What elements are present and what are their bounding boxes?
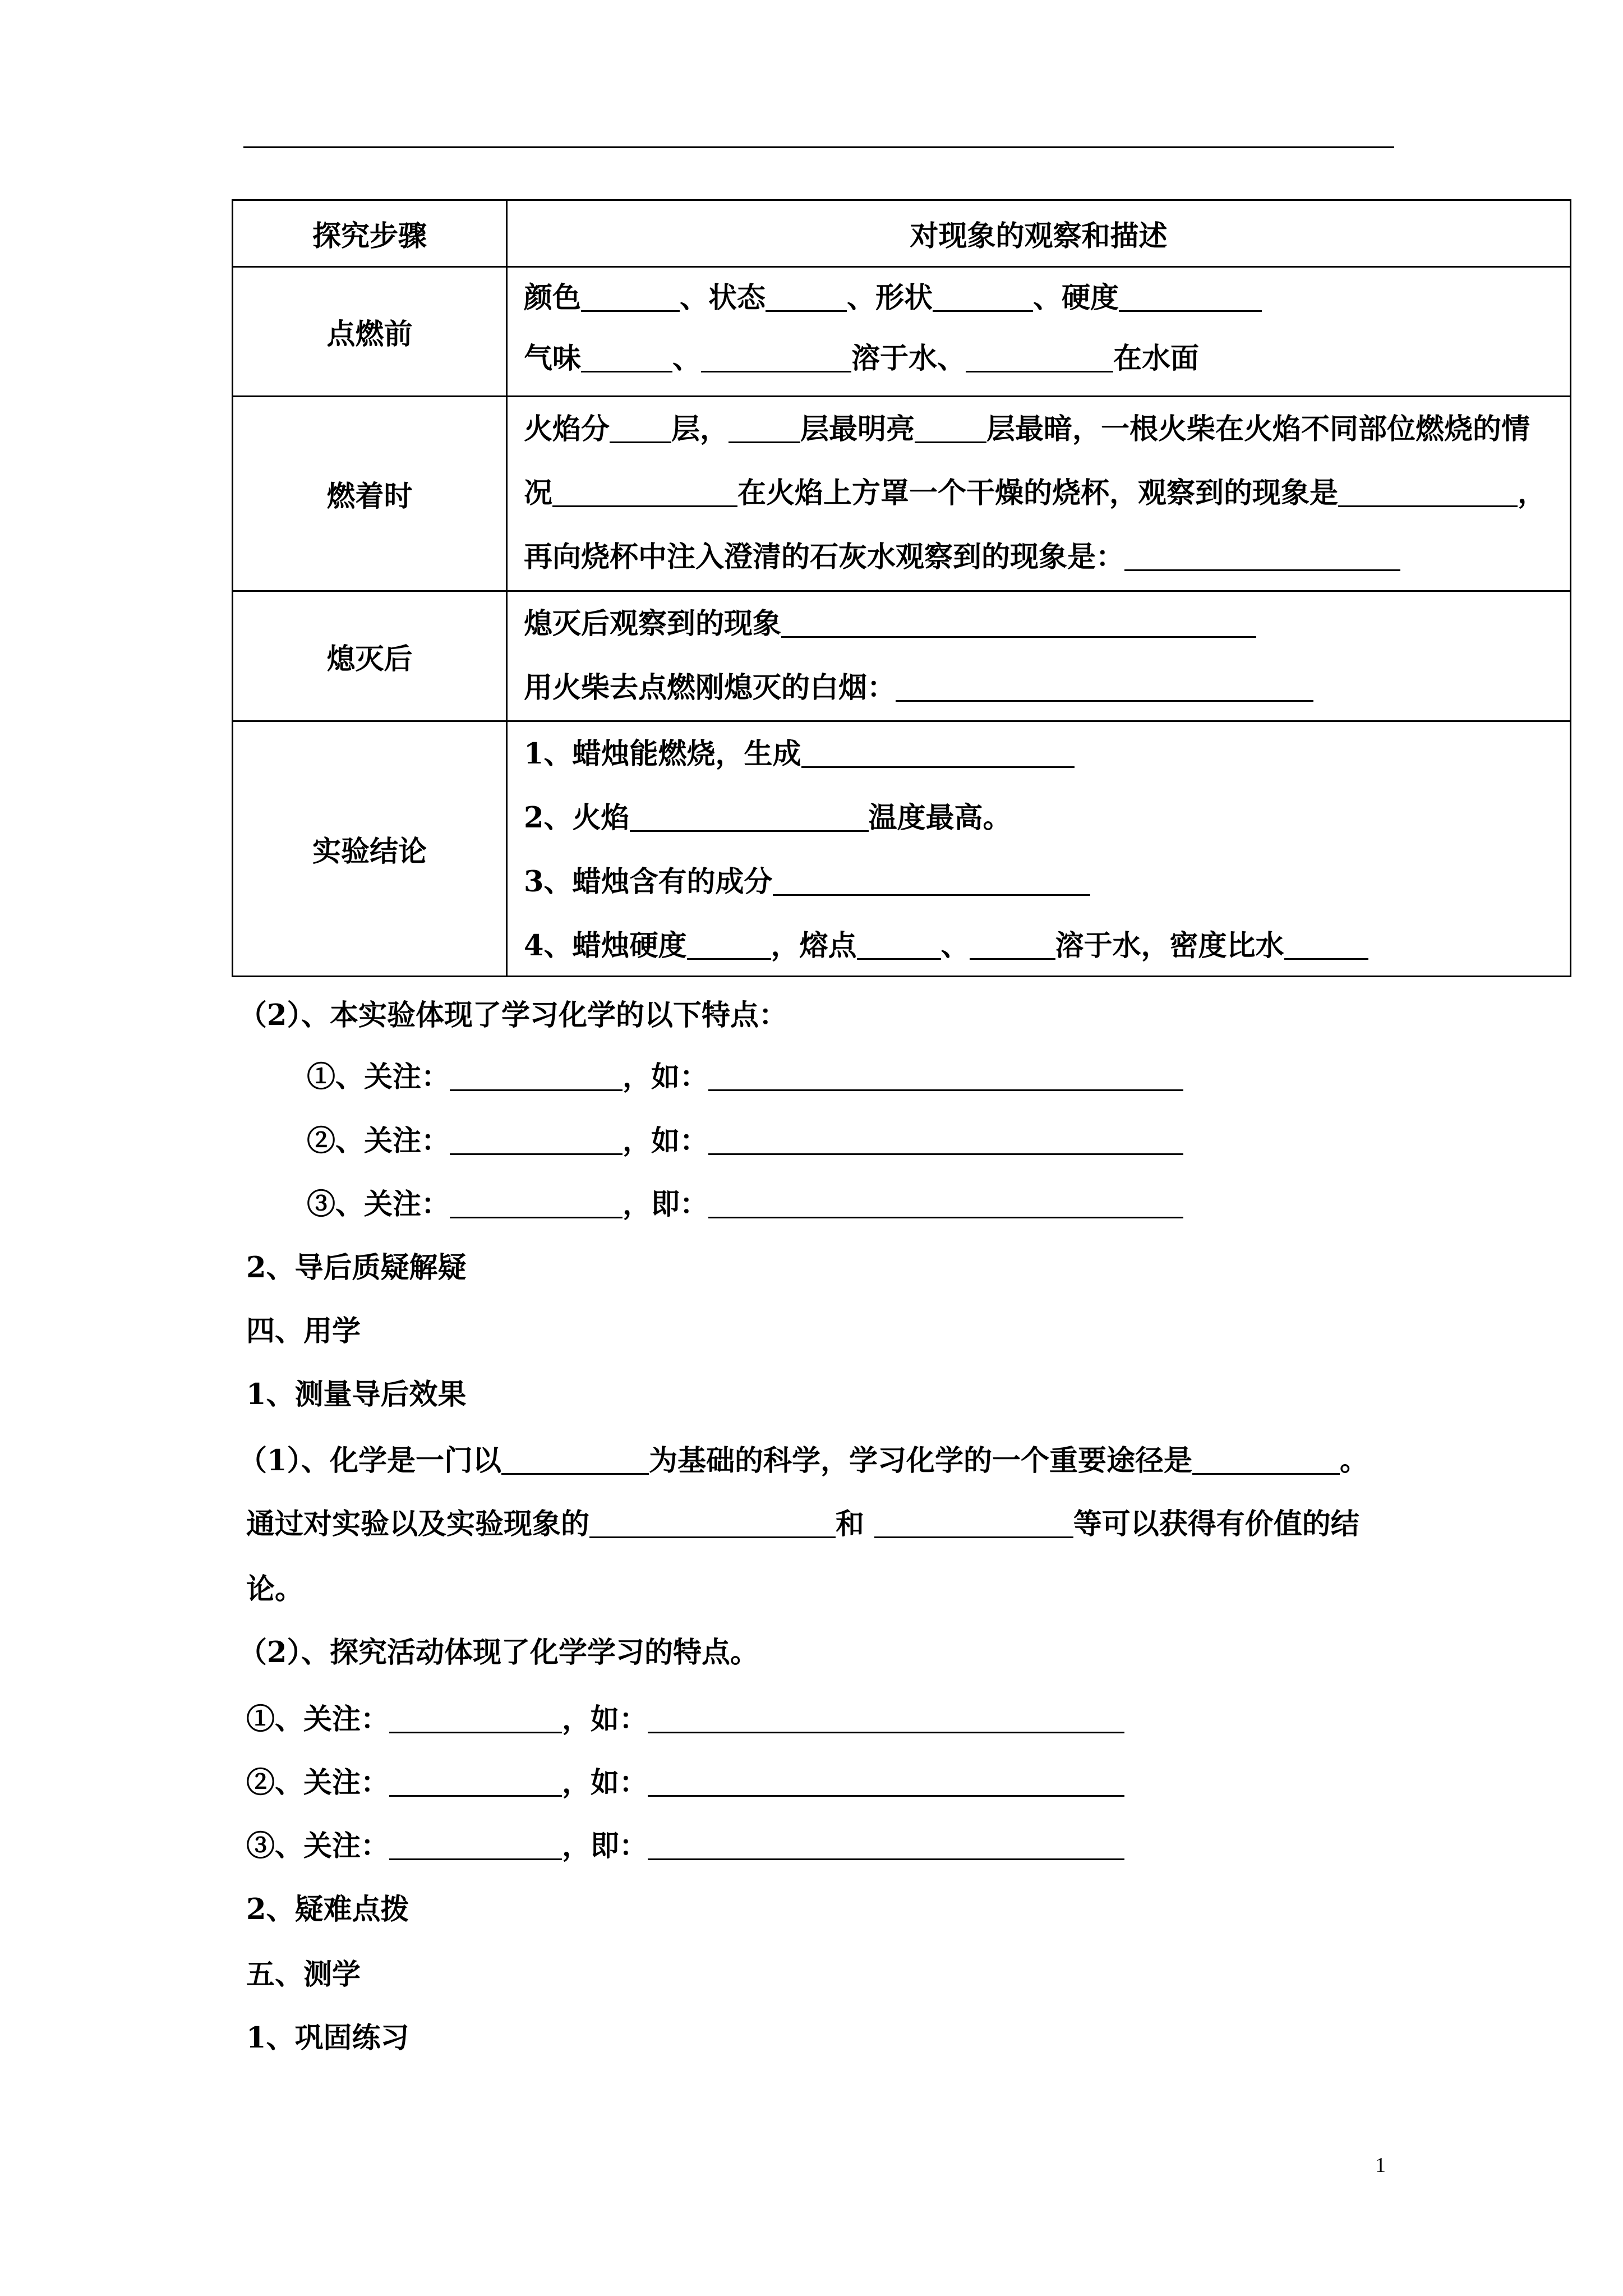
practice-heading: 1、巩固练习 xyxy=(246,2021,409,2055)
answer-blank xyxy=(450,1131,623,1155)
observation-line xyxy=(524,397,1570,461)
line-text: 颜色 xyxy=(524,281,582,315)
answer-blank xyxy=(766,288,847,312)
features-intro: （2）、本实验体现了学习化学的以下特点： xyxy=(238,999,787,1032)
header-observation-cell xyxy=(508,201,1570,266)
question-line xyxy=(246,1492,1359,1556)
answer-blank xyxy=(874,1514,1073,1538)
feature-connector: ，如： xyxy=(562,1703,648,1736)
feature-label: ②、关注： xyxy=(246,1766,390,1800)
answer-blank xyxy=(708,1131,1183,1155)
feature-item xyxy=(307,1109,1183,1173)
answer-blank xyxy=(589,1514,836,1538)
table-row xyxy=(233,395,1570,590)
measure-heading: 1、测量导后效果 xyxy=(246,1378,467,1411)
answer-blank xyxy=(701,348,851,372)
answer-blank xyxy=(610,419,671,443)
line-text: 火焰分 xyxy=(524,412,610,446)
answer-blank xyxy=(708,1067,1183,1091)
answer-blank xyxy=(896,678,1313,702)
feature-item xyxy=(307,1172,1183,1236)
line-text: 再向烧杯中注入澄清的石灰水观察到的现象是： xyxy=(524,540,1125,574)
line-text: 用火柴去点燃刚熄灭的白烟： xyxy=(524,671,896,705)
observation-cell xyxy=(508,397,1570,590)
observation-line xyxy=(524,722,1570,786)
answer-blank xyxy=(966,348,1113,372)
answer-blank xyxy=(781,614,1256,638)
answer-blank xyxy=(687,936,771,960)
line-text: 、 xyxy=(672,342,702,375)
answer-blank xyxy=(933,288,1033,312)
line-text: ，熔点 xyxy=(771,929,857,963)
answer-blank xyxy=(630,808,869,832)
answer-blank xyxy=(648,1773,1124,1797)
table-row xyxy=(233,590,1570,720)
post-guide-heading: 2、导后质疑解疑 xyxy=(246,1251,467,1285)
line-text: 、 xyxy=(940,929,970,963)
question-line xyxy=(238,1429,1368,1493)
question-line: 论。 xyxy=(246,1572,304,1606)
feature-label: ③、关注： xyxy=(307,1188,450,1221)
feature-connector: ，如： xyxy=(623,1124,709,1158)
answer-blank xyxy=(648,1836,1124,1860)
feature-connector: ，即： xyxy=(562,1829,648,1863)
answer-blank xyxy=(581,348,672,372)
step-cell xyxy=(233,268,508,395)
q2-intro: （2）、探究活动体现了化学学习的特点。 xyxy=(238,1636,759,1669)
answer-blank xyxy=(801,744,1075,768)
section-four-title: 四、用学 xyxy=(246,1314,361,1348)
step-cell xyxy=(233,592,508,720)
observation-line xyxy=(524,328,1570,389)
line-text: 熄灭后观察到的现象 xyxy=(524,607,782,641)
line-text: 、形状 xyxy=(847,281,933,315)
feature-item xyxy=(307,1045,1183,1109)
line-text: 和 xyxy=(836,1507,874,1541)
line-text: 温度最高。 xyxy=(868,801,1012,835)
experiment-table xyxy=(232,199,1571,977)
line-text: ， xyxy=(1518,476,1547,510)
observation-line xyxy=(524,525,1570,589)
answer-blank xyxy=(1124,547,1400,571)
table-row xyxy=(233,720,1570,976)
line-text: 2、火焰 xyxy=(524,801,630,835)
feature-connector: ，如： xyxy=(562,1766,648,1800)
line-text: 为基础的科学，学习化学的一个重要途径是 xyxy=(649,1444,1193,1478)
line-text: 层最明亮 xyxy=(800,412,915,446)
section-five-title: 五、测学 xyxy=(246,1958,361,1991)
answer-blank xyxy=(708,1194,1183,1218)
table-header-row xyxy=(233,201,1570,266)
line-text: 、状态 xyxy=(680,281,766,315)
answer-blank xyxy=(773,872,1090,896)
feature-label: ①、关注： xyxy=(307,1060,450,1094)
table-row xyxy=(233,266,1570,395)
line-text: 在火焰上方罩一个干燥的烧杯，观察到的现象是 xyxy=(737,476,1339,510)
step-label: 熄灭后 xyxy=(326,642,413,676)
answer-blank xyxy=(728,419,800,443)
observation-line xyxy=(524,461,1570,525)
feature-item xyxy=(246,1687,1124,1751)
observation-line xyxy=(524,592,1570,656)
column-header-observation: 对现象的观察和描述 xyxy=(910,219,1168,253)
feature-connector: ，即： xyxy=(623,1188,709,1221)
header-rule xyxy=(243,146,1394,148)
line-text: 层最暗，一根火柴在火焰不同部位燃烧的情 xyxy=(986,412,1530,446)
observation-line xyxy=(524,268,1570,328)
answer-blank xyxy=(450,1194,623,1218)
feature-item xyxy=(246,1751,1124,1815)
observation-cell xyxy=(508,268,1570,395)
feature-label: ③、关注： xyxy=(246,1829,390,1863)
line-text: 溶于水、 xyxy=(851,342,966,375)
step-cell xyxy=(233,397,508,590)
line-text: 气味 xyxy=(524,342,582,375)
line-text: 等可以获得有价值的结 xyxy=(1073,1507,1359,1541)
observation-line xyxy=(524,656,1570,720)
answer-blank xyxy=(581,288,680,312)
line-text: 溶于水，密度比水 xyxy=(1055,929,1284,963)
answer-blank xyxy=(648,1709,1124,1733)
observation-cell xyxy=(508,722,1570,976)
step-label: 点燃前 xyxy=(326,318,413,351)
line-text: 3、蜡烛含有的成分 xyxy=(524,865,773,899)
difficulty-heading: 2、疑难点拨 xyxy=(246,1893,409,1926)
line-text: （1）、化学是一门以 xyxy=(238,1444,501,1478)
line-text: 4、蜡烛硬度 xyxy=(524,929,687,963)
line-text: 况 xyxy=(524,476,553,510)
line-text: 、硬度 xyxy=(1033,281,1119,315)
column-header-step: 探究步骤 xyxy=(312,219,427,253)
line-text: 层， xyxy=(671,412,729,446)
step-cell xyxy=(233,722,508,976)
page-number: 1 xyxy=(1375,2154,1386,2177)
line-text: 通过对实验以及实验现象的 xyxy=(246,1507,590,1541)
answer-blank xyxy=(1338,483,1518,507)
step-label: 燃着时 xyxy=(326,480,413,513)
answer-blank xyxy=(450,1067,623,1091)
answer-blank xyxy=(389,1836,562,1860)
feature-label: ①、关注： xyxy=(246,1703,390,1736)
observation-line xyxy=(524,914,1570,976)
observation-line xyxy=(524,850,1570,914)
answer-blank xyxy=(857,936,941,960)
answer-blank xyxy=(915,419,986,443)
header-step-cell xyxy=(233,201,508,266)
answer-blank xyxy=(1192,1451,1340,1475)
line-text: 在水面 xyxy=(1113,342,1200,375)
answer-blank xyxy=(389,1773,562,1797)
answer-blank xyxy=(501,1451,649,1475)
answer-blank xyxy=(1284,936,1368,960)
feature-connector: ，如： xyxy=(623,1060,709,1094)
observation-cell xyxy=(508,592,1570,720)
answer-blank xyxy=(389,1709,562,1733)
feature-label: ②、关注： xyxy=(307,1124,450,1158)
step-label: 实验结论 xyxy=(312,835,427,868)
line-text: 1、蜡烛能燃烧，生成 xyxy=(524,737,801,771)
line-text: 。 xyxy=(1340,1444,1369,1478)
observation-line xyxy=(524,786,1570,850)
answer-blank xyxy=(552,483,737,507)
feature-item xyxy=(246,1814,1124,1878)
answer-blank xyxy=(1119,288,1262,312)
answer-blank xyxy=(970,936,1055,960)
